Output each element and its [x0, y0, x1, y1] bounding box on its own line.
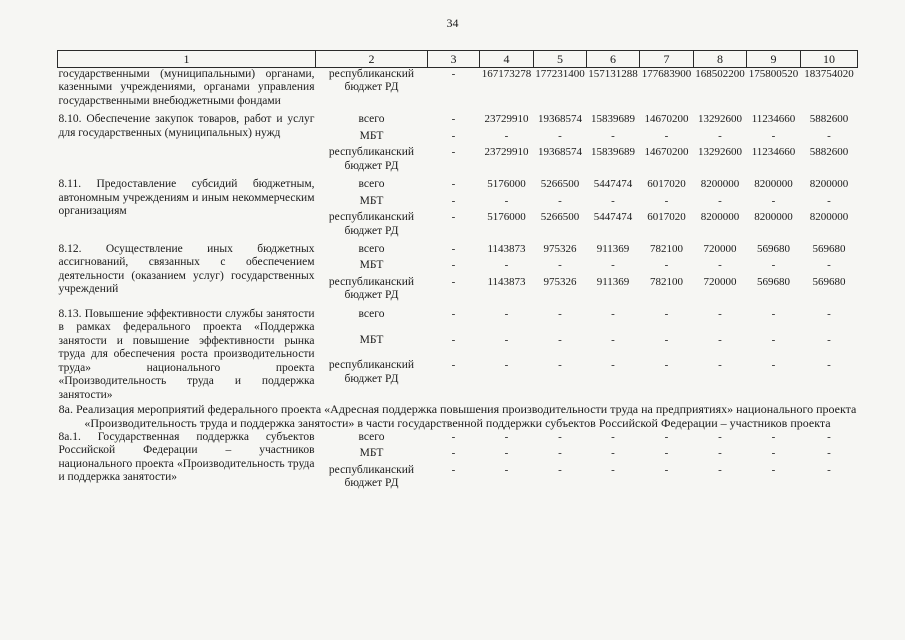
- value-cell: 569680: [757, 275, 790, 288]
- value-cell: -: [558, 129, 562, 142]
- value-cell: 23729910: [484, 113, 529, 126]
- value-cell: -: [504, 194, 509, 207]
- funding-source: МБТ: [359, 129, 384, 142]
- funding-source: республиканский бюджет РД: [328, 68, 415, 94]
- table-body-8a: [58, 431, 858, 491]
- value-cell: -: [504, 447, 509, 460]
- value-cell: 8200000: [809, 211, 849, 224]
- header-row: [58, 51, 858, 68]
- funding-source: всего: [358, 178, 385, 191]
- header-col-9: 9: [747, 51, 801, 68]
- value-cell: -: [611, 463, 615, 476]
- value-cell: 8200000: [809, 178, 849, 191]
- header-col-8: 8: [694, 51, 747, 68]
- table-body: [58, 68, 858, 402]
- page-number: 34: [446, 16, 459, 30]
- table-row: [58, 68, 858, 109]
- col3-cell: -: [451, 359, 456, 372]
- value-cell: 5176000: [487, 211, 526, 224]
- row-title: государственными (муниципальными) органами, казенными учреждениями, органами управления государственными внебюджетными фондами: [58, 68, 315, 107]
- value-cell: -: [718, 259, 722, 272]
- row-title: 8а.1. Государственная поддержка субъектов Российской Федерации – участников национального проекта «Производительность труда и поддержка занятости»: [58, 430, 315, 484]
- value-cell: -: [771, 430, 776, 443]
- value-cell: -: [827, 307, 831, 320]
- col3-cell: -: [451, 307, 456, 320]
- section-8a-title: 8а. Реализация мероприятий федерального проекта «Адресная поддержка повышения производительности труда на предприятиях» национального проекта «Производительность труда и поддержка занятости» в части государственной поддержки субъектов Российской Федерации – участников проекта: [58, 401, 857, 431]
- value-cell: 11234660: [751, 146, 796, 159]
- value-cell: -: [504, 129, 509, 142]
- value-cell: -: [827, 259, 831, 272]
- row-title: 8.12. Осуществление иных бюджетных ассигнований, связанных с обеспечением деятельности (оказанием услуг) государственных учреждений: [58, 242, 315, 296]
- value-cell: -: [771, 334, 776, 347]
- value-cell: -: [827, 447, 831, 460]
- value-cell: -: [718, 447, 722, 460]
- value-cell: -: [504, 359, 509, 372]
- value-cell: 175800520: [748, 68, 799, 80]
- table-row: [58, 431, 858, 444]
- value-cell: 911369: [596, 275, 630, 288]
- col3-cell: -: [451, 447, 456, 460]
- value-cell: -: [827, 463, 831, 476]
- value-cell: -: [611, 359, 615, 372]
- row-title: 8.13. Повышение эффективности службы занятости в рамках федерального проекта «Поддержка занятости и повышение эффективности рынка труда для обеспечения роста производительности труда» национального проекта «Производительность труда и поддержка занятости»: [58, 307, 315, 401]
- header-col-7: 7: [640, 51, 694, 68]
- value-cell: 975326: [543, 275, 577, 288]
- value-cell: 569680: [812, 242, 846, 255]
- value-cell: -: [558, 463, 562, 476]
- value-cell: -: [827, 430, 831, 443]
- value-cell: 782100: [650, 242, 683, 255]
- value-cell: 15839689: [591, 113, 635, 126]
- value-cell: 177231400: [535, 68, 585, 80]
- value-cell: 1143873: [487, 242, 526, 255]
- value-cell: 11234660: [751, 113, 796, 126]
- value-cell: 782100: [650, 275, 683, 288]
- value-cell: -: [771, 194, 776, 207]
- col3-cell: -: [451, 146, 456, 159]
- table-row: [58, 108, 858, 126]
- value-cell: -: [771, 359, 776, 372]
- funding-source: республиканский бюджет РД: [328, 275, 415, 302]
- value-cell: -: [664, 129, 669, 142]
- col3-cell: -: [451, 178, 456, 191]
- table-row: [58, 238, 858, 256]
- value-cell: -: [664, 194, 669, 207]
- value-cell: 8200000: [700, 211, 740, 224]
- value-cell: -: [611, 430, 615, 443]
- value-cell: -: [664, 447, 669, 460]
- header-col-10: 10: [801, 51, 858, 68]
- row-title: 8.11. Предоставление субсидий бюджетным, автономным учреждениям и иным некоммерческим организациям: [58, 178, 315, 218]
- value-cell: -: [771, 447, 776, 460]
- value-cell: -: [611, 129, 615, 142]
- header-col-6: 6: [587, 51, 640, 68]
- col3-cell: -: [451, 68, 456, 80]
- funding-source: республиканский бюджет РД: [328, 211, 415, 237]
- value-cell: -: [504, 334, 509, 347]
- value-cell: -: [718, 463, 722, 476]
- value-cell: 5447474: [593, 211, 633, 224]
- value-cell: -: [771, 307, 776, 320]
- value-cell: 15839689: [591, 146, 635, 159]
- value-cell: 157131288: [588, 68, 638, 80]
- value-cell: -: [611, 334, 615, 347]
- table-row: [58, 173, 858, 191]
- header-col-2: 2: [316, 51, 428, 68]
- value-cell: 6017020: [647, 178, 686, 191]
- funding-source: республиканский бюджет РД: [328, 146, 415, 172]
- value-cell: -: [504, 307, 509, 320]
- value-cell: 14670200: [644, 113, 689, 126]
- value-cell: -: [664, 359, 669, 372]
- value-cell: -: [558, 430, 562, 443]
- value-cell: -: [718, 430, 722, 443]
- budget-table: [57, 50, 858, 491]
- header-col-5: 5: [534, 51, 587, 68]
- value-cell: -: [718, 129, 722, 142]
- funding-source: МБТ: [359, 447, 384, 460]
- value-cell: 569680: [812, 275, 846, 288]
- col3-cell: -: [451, 194, 456, 207]
- funding-source: всего: [358, 307, 385, 320]
- funding-source: МБТ: [359, 334, 384, 347]
- value-cell: 720000: [703, 242, 737, 255]
- value-cell: 569680: [757, 242, 790, 255]
- value-cell: -: [771, 259, 776, 272]
- value-cell: -: [718, 194, 722, 207]
- value-cell: -: [664, 430, 669, 443]
- funding-source: всего: [358, 113, 385, 126]
- value-cell: 911369: [596, 242, 630, 255]
- header-col-3: 3: [428, 51, 480, 68]
- col3-cell: -: [451, 129, 456, 142]
- table-row: [58, 303, 858, 331]
- row-title: 8.10. Обеспечение закупок товаров, работ и услуг для государственных (муниципальных) нужд: [58, 113, 315, 139]
- value-cell: 6017020: [647, 211, 686, 224]
- funding-source: всего: [358, 242, 385, 255]
- funding-source: всего: [358, 430, 385, 443]
- value-cell: -: [504, 259, 509, 272]
- value-cell: 975326: [543, 242, 577, 255]
- value-cell: 167173278: [481, 68, 532, 80]
- value-cell: 8200000: [754, 178, 793, 191]
- value-cell: 13292600: [698, 113, 742, 126]
- value-cell: 5882600: [809, 113, 849, 126]
- value-cell: 23729910: [484, 146, 529, 159]
- value-cell: -: [771, 463, 776, 476]
- col3-cell: -: [451, 242, 456, 255]
- value-cell: 13292600: [698, 146, 742, 159]
- col3-cell: -: [451, 430, 456, 443]
- value-cell: 5266500: [540, 211, 580, 224]
- value-cell: -: [664, 334, 669, 347]
- col3-cell: -: [451, 463, 456, 476]
- value-cell: 177683900: [641, 68, 692, 80]
- funding-source: МБТ: [359, 259, 384, 272]
- value-cell: -: [664, 307, 669, 320]
- funding-source: МБТ: [359, 194, 384, 207]
- value-cell: 8200000: [700, 178, 740, 191]
- value-cell: -: [504, 463, 509, 476]
- value-cell: -: [664, 463, 669, 476]
- value-cell: -: [558, 359, 562, 372]
- funding-source: республиканский бюджет РД: [328, 359, 415, 385]
- header-col-4: 4: [480, 51, 534, 68]
- value-cell: -: [664, 259, 669, 272]
- col3-cell: -: [451, 334, 456, 347]
- value-cell: 19368574: [538, 113, 582, 126]
- col3-cell: -: [451, 113, 456, 126]
- value-cell: -: [718, 359, 722, 372]
- value-cell: -: [718, 334, 722, 347]
- value-cell: -: [827, 194, 831, 207]
- value-cell: 19368574: [538, 146, 582, 159]
- value-cell: -: [827, 129, 831, 142]
- col3-cell: -: [451, 211, 456, 224]
- value-cell: 720000: [703, 275, 737, 288]
- value-cell: -: [827, 359, 831, 372]
- value-cell: -: [558, 334, 562, 347]
- value-cell: -: [718, 307, 722, 320]
- value-cell: -: [611, 259, 615, 272]
- col3-cell: -: [451, 275, 456, 288]
- section-8a-heading: [58, 402, 858, 431]
- col3-cell: -: [451, 259, 456, 272]
- value-cell: -: [558, 447, 562, 460]
- value-cell: -: [611, 447, 615, 460]
- value-cell: 5447474: [593, 178, 633, 191]
- value-cell: 5882600: [809, 146, 849, 159]
- value-cell: -: [827, 334, 831, 347]
- value-cell: 8200000: [754, 211, 793, 224]
- value-cell: 168502200: [695, 68, 745, 80]
- funding-source: республиканский бюджет РД: [328, 463, 415, 490]
- value-cell: -: [611, 194, 615, 207]
- value-cell: 5176000: [487, 178, 526, 191]
- value-cell: -: [558, 259, 562, 272]
- header-col-1: 1: [58, 51, 316, 68]
- value-cell: 183754020: [804, 68, 854, 80]
- value-cell: -: [504, 430, 509, 443]
- value-cell: -: [611, 307, 615, 320]
- value-cell: -: [558, 194, 562, 207]
- value-cell: 5266500: [540, 178, 580, 191]
- value-cell: 1143873: [487, 275, 526, 288]
- value-cell: -: [771, 129, 776, 142]
- value-cell: -: [558, 307, 562, 320]
- value-cell: 14670200: [644, 146, 689, 159]
